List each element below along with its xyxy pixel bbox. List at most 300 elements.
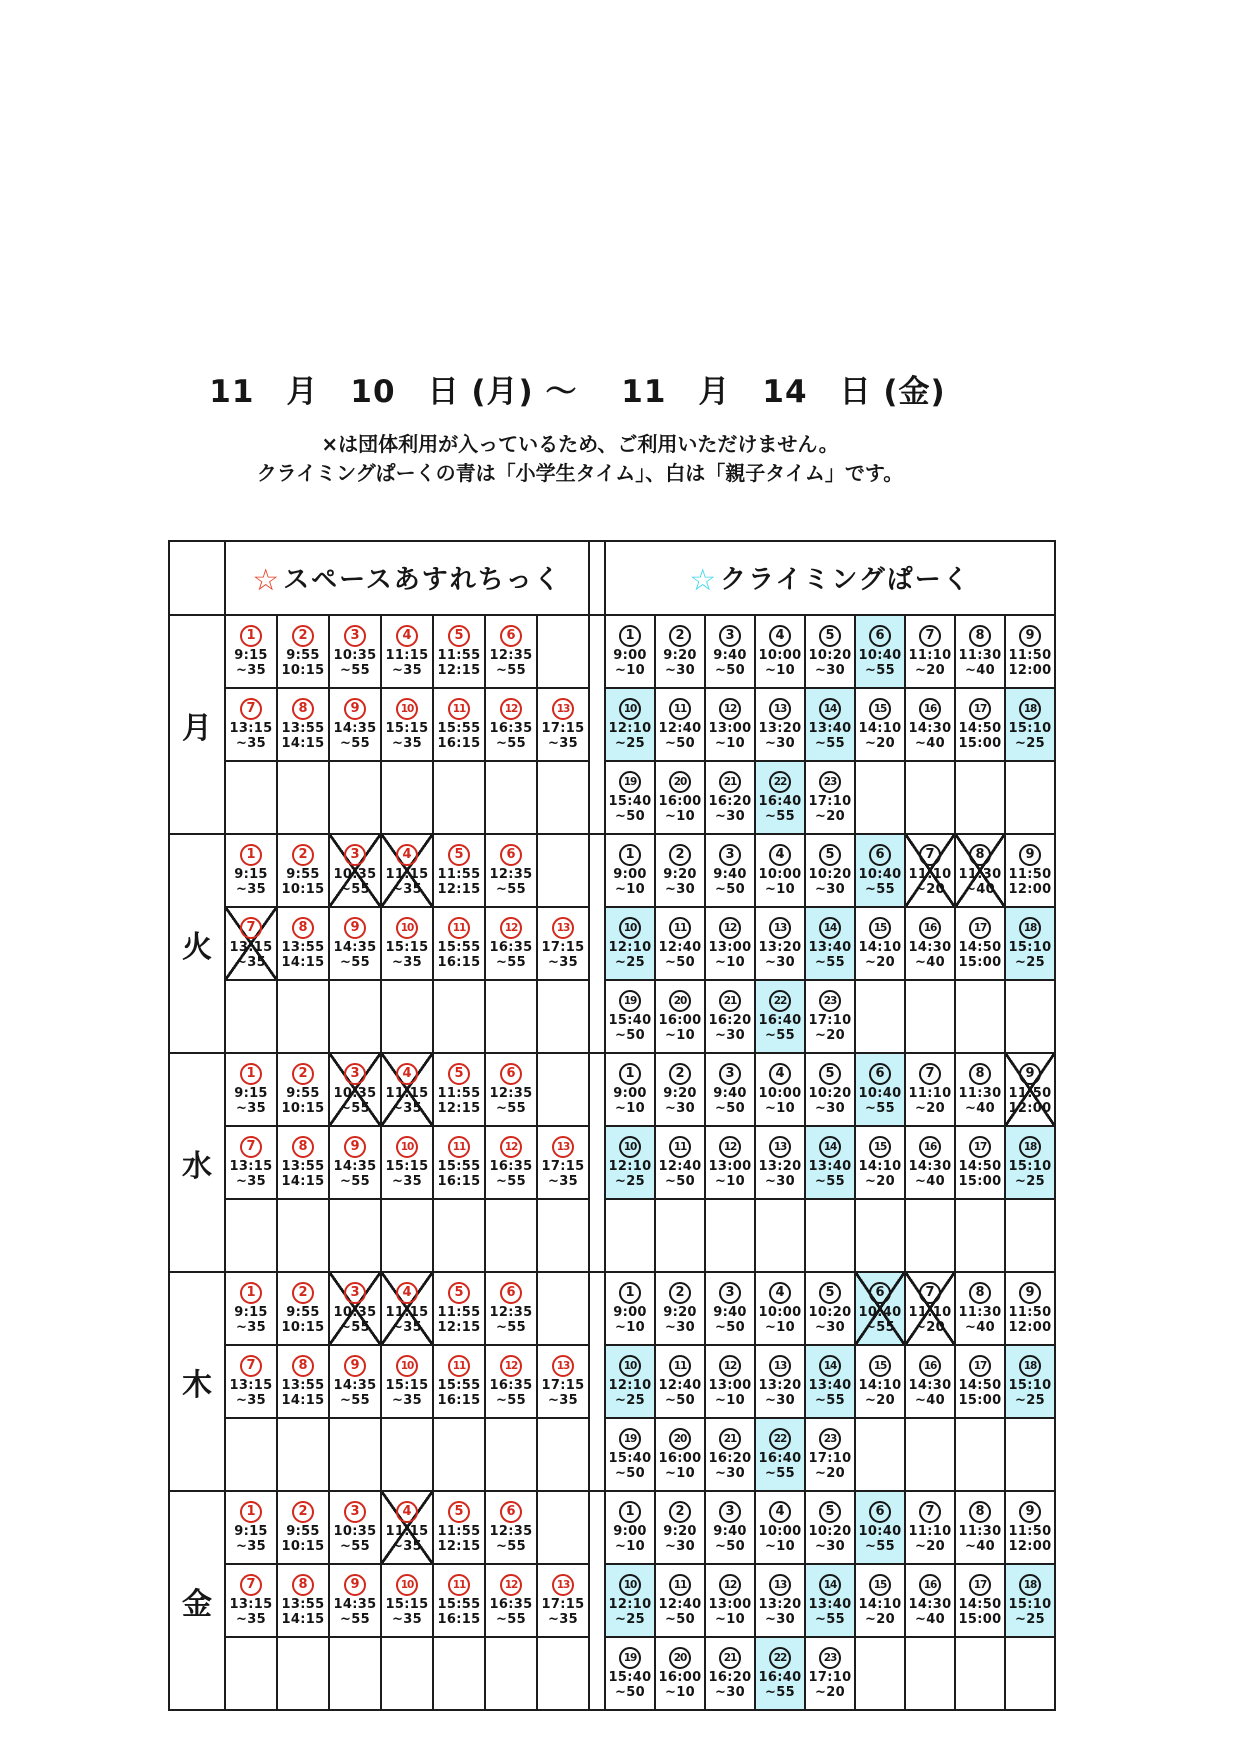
slot-number-badge: 2: [292, 1501, 314, 1523]
slot-time-end: ~50: [615, 1028, 645, 1043]
slot-time-start: 10:40: [858, 867, 902, 883]
time-slot-月-right-15: [855, 688, 905, 761]
slot-number-badge: 4: [769, 844, 791, 866]
slot-time-end: ~55: [496, 1539, 526, 1554]
slot-time-end: ~40: [965, 882, 995, 897]
slot-time-start: 10:40: [858, 648, 902, 664]
slot-time-start: 15:10: [1008, 1597, 1052, 1613]
slot-time-start: 11:30: [958, 648, 1002, 664]
slot-time-start: 9:40: [713, 1524, 747, 1540]
empty-cell: [277, 1199, 329, 1272]
time-slot-木-right-4: [755, 1272, 805, 1345]
slot-time-end: ~50: [665, 1612, 695, 1627]
slot-time-start: 17:15: [541, 721, 585, 737]
slot-number-badge: 9: [344, 917, 366, 939]
time-slot-金-right-21: [705, 1637, 755, 1710]
cyan-star-icon: ☆: [689, 562, 719, 598]
slot-time-end: ~10: [765, 663, 795, 678]
empty-cell: [805, 1199, 855, 1272]
time-slot-水-left-8: [277, 1126, 329, 1199]
day-row-木-2: [169, 1345, 1055, 1418]
slot-time-start: 10:20: [808, 1305, 852, 1321]
slot-time-start: 9:55: [286, 1524, 320, 1540]
time-slot-金-right-2: [655, 1491, 705, 1564]
slot-time-end: ~35: [392, 1320, 422, 1335]
slot-time-start: 10:20: [808, 1086, 852, 1102]
empty-cell: [537, 761, 589, 834]
slot-time-start: 15:40: [608, 794, 652, 810]
slot-time-end: ~40: [915, 1612, 945, 1627]
slot-time-end: ~35: [548, 1393, 578, 1408]
empty-cell: [537, 980, 589, 1053]
slot-number-badge: 3: [344, 1282, 366, 1304]
slot-time-end: ~55: [496, 1101, 526, 1116]
slot-time-end: ~55: [765, 1028, 795, 1043]
slot-time-end: ~30: [665, 663, 695, 678]
slot-number-badge: 7: [919, 1501, 941, 1523]
slot-time-start: 9:00: [613, 867, 647, 883]
slot-time-start: 14:50: [958, 721, 1002, 737]
slot-time-end: ~10: [665, 1466, 695, 1481]
time-slot-水-left-4: [381, 1053, 433, 1126]
slot-time-start: 12:40: [658, 1597, 702, 1613]
slot-number-badge: 13: [769, 917, 791, 939]
slot-number-badge: 20: [669, 1428, 691, 1450]
slot-time-end: 14:15: [281, 1174, 325, 1189]
time-slot-月-left-2: [277, 615, 329, 688]
slot-number-badge: 1: [619, 1063, 641, 1085]
time-slot-火-left-11: [433, 907, 485, 980]
day-row-月-3: [169, 761, 1055, 834]
day-label-水: 水: [169, 1053, 225, 1272]
slot-time-start: 13:00: [708, 1378, 752, 1394]
empty-cell: [1005, 1637, 1055, 1710]
slot-time-end: ~55: [340, 736, 370, 751]
slot-time-start: 15:10: [1008, 1378, 1052, 1394]
slot-time-end: 15:00: [958, 736, 1002, 751]
slot-time-start: 17:15: [541, 1597, 585, 1613]
slot-time-start: 13:55: [281, 1597, 325, 1613]
slot-time-start: 13:55: [281, 721, 325, 737]
slot-time-start: 13:40: [808, 1597, 852, 1613]
slot-number-badge: 2: [669, 1282, 691, 1304]
time-slot-月-left-11: [433, 688, 485, 761]
section-header-asuretic: [225, 541, 589, 615]
slot-number-badge: 3: [344, 1501, 366, 1523]
slot-time-start: 14:35: [333, 940, 377, 956]
section-divider: [589, 1272, 605, 1491]
time-slot-金-right-14: [805, 1564, 855, 1637]
day-row-月-1: [169, 615, 1055, 688]
empty-cell: [225, 1637, 277, 1710]
slot-time-start: 9:40: [713, 648, 747, 664]
slot-time-end: ~35: [392, 1174, 422, 1189]
slot-time-end: 15:00: [958, 955, 1002, 970]
time-slot-金-right-10: [605, 1564, 655, 1637]
slot-time-end: ~20: [815, 1685, 845, 1700]
slot-time-start: 15:55: [437, 1597, 481, 1613]
empty-cell: [905, 1637, 955, 1710]
slot-time-start: 14:10: [858, 721, 902, 737]
slot-number-badge: 18: [1019, 1355, 1041, 1377]
slot-time-start: 14:10: [858, 1159, 902, 1175]
slot-time-start: 17:15: [541, 1378, 585, 1394]
slot-number-badge: 4: [396, 1501, 418, 1523]
day-label-月: 月: [169, 615, 225, 834]
slot-time-end: 10:15: [281, 882, 325, 897]
slot-time-end: ~35: [236, 736, 266, 751]
time-slot-月-right-6: [855, 615, 905, 688]
slot-time-end: ~55: [340, 1320, 370, 1335]
slot-time-start: 11:50: [1008, 648, 1052, 664]
time-slot-火-right-13: [755, 907, 805, 980]
slot-number-badge: 13: [769, 1574, 791, 1596]
slot-time-start: 12:40: [658, 721, 702, 737]
slot-time-end: ~40: [965, 1539, 995, 1554]
time-slot-木-right-7: [905, 1272, 955, 1345]
slot-number-badge: 1: [619, 1501, 641, 1523]
slot-time-start: 9:55: [286, 867, 320, 883]
slot-time-end: ~25: [615, 1612, 645, 1627]
time-slot-水-left-11: [433, 1126, 485, 1199]
slot-time-end: ~25: [615, 736, 645, 751]
slot-time-start: 11:55: [437, 648, 481, 664]
time-slot-金-right-13: [755, 1564, 805, 1637]
time-slot-木-right-9: [1005, 1272, 1055, 1345]
slot-time-start: 9:15: [234, 1086, 268, 1102]
slot-time-start: 16:40: [758, 1670, 802, 1686]
slot-time-end: ~55: [496, 955, 526, 970]
slot-number-badge: 9: [1019, 1063, 1041, 1085]
slot-time-end: 10:15: [281, 1539, 325, 1554]
slot-number-badge: 5: [819, 844, 841, 866]
slot-time-end: ~55: [865, 663, 895, 678]
slot-time-end: ~20: [915, 1320, 945, 1335]
slot-time-start: 16:40: [758, 1013, 802, 1029]
slot-time-start: 9:20: [663, 1305, 697, 1321]
slot-time-start: 10:00: [758, 1086, 802, 1102]
time-slot-木-right-21: [705, 1418, 755, 1491]
slot-time-start: 14:30: [908, 1159, 952, 1175]
time-slot-金-right-16: [905, 1564, 955, 1637]
slot-time-start: 12:10: [608, 940, 652, 956]
slot-time-end: ~30: [765, 1393, 795, 1408]
slot-time-end: ~55: [765, 1685, 795, 1700]
slot-time-start: 13:15: [229, 1378, 273, 1394]
slot-time-start: 9:15: [234, 648, 268, 664]
slot-number-badge: 14: [819, 917, 841, 939]
slot-number-badge: 2: [292, 844, 314, 866]
slot-time-end: 12:15: [437, 1320, 481, 1335]
slot-time-end: ~20: [865, 1174, 895, 1189]
empty-cell: [433, 1199, 485, 1272]
slot-time-start: 16:20: [708, 1670, 752, 1686]
slot-time-start: 16:35: [489, 1159, 533, 1175]
slot-number-badge: 14: [819, 698, 841, 720]
slot-time-start: 12:10: [608, 1159, 652, 1175]
time-slot-火-right-20: [655, 980, 705, 1053]
time-slot-月-right-5: [805, 615, 855, 688]
slot-time-end: ~35: [548, 1612, 578, 1627]
time-slot-月-right-11: [655, 688, 705, 761]
slot-time-end: 16:15: [437, 1393, 481, 1408]
slot-time-end: ~20: [865, 1393, 895, 1408]
slot-time-end: ~25: [1015, 736, 1045, 751]
time-slot-金-left-2: [277, 1491, 329, 1564]
slot-number-badge: 16: [919, 1355, 941, 1377]
section-divider: [589, 615, 605, 834]
slot-time-start: 14:10: [858, 1378, 902, 1394]
slot-time-end: ~55: [865, 1101, 895, 1116]
empty-cell: [381, 761, 433, 834]
slot-time-end: 12:15: [437, 882, 481, 897]
slot-time-end: ~50: [615, 1466, 645, 1481]
slot-time-end: ~55: [815, 1174, 845, 1189]
time-slot-火-right-9: [1005, 834, 1055, 907]
time-slot-水-left-12: [485, 1126, 537, 1199]
note-group-use: ×は団体利用が入っているため、ご利用いただけません。: [321, 432, 839, 456]
slot-number-badge: 13: [552, 1355, 574, 1377]
time-slot-金-right-6: [855, 1491, 905, 1564]
slot-time-start: 13:00: [708, 1597, 752, 1613]
slot-time-end: ~55: [496, 1320, 526, 1335]
slot-number-badge: 12: [719, 1355, 741, 1377]
slot-number-badge: 2: [669, 625, 691, 647]
time-slot-木-left-2: [277, 1272, 329, 1345]
slot-number-badge: 10: [396, 1355, 418, 1377]
slot-time-start: 9:55: [286, 1086, 320, 1102]
empty-cell: [381, 1418, 433, 1491]
slot-time-start: 11:50: [1008, 1305, 1052, 1321]
slot-time-end: ~10: [765, 1539, 795, 1554]
time-slot-金-left-9: [329, 1564, 381, 1637]
slot-time-start: 9:20: [663, 1524, 697, 1540]
time-slot-木-left-10: [381, 1345, 433, 1418]
slot-number-badge: 10: [619, 1136, 641, 1158]
slot-number-badge: 13: [552, 917, 574, 939]
time-slot-水-left-9: [329, 1126, 381, 1199]
slot-time-end: ~55: [865, 1539, 895, 1554]
slot-time-start: 11:10: [908, 1305, 952, 1321]
empty-cell: [855, 1199, 905, 1272]
slot-time-start: 11:55: [437, 1305, 481, 1321]
slot-number-badge: 19: [619, 990, 641, 1012]
slot-time-end: ~55: [340, 882, 370, 897]
empty-cell: [485, 1199, 537, 1272]
slot-time-end: 12:15: [437, 1539, 481, 1554]
empty-cell: [855, 761, 905, 834]
slot-time-start: 9:15: [234, 867, 268, 883]
slot-time-end: ~20: [915, 1539, 945, 1554]
slot-number-badge: 9: [1019, 1501, 1041, 1523]
slot-time-start: 9:00: [613, 1305, 647, 1321]
empty-cell: [537, 1053, 589, 1126]
slot-number-badge: 23: [819, 1647, 841, 1669]
time-slot-金-right-22: [755, 1637, 805, 1710]
time-slot-火-right-18: [1005, 907, 1055, 980]
slot-number-badge: 2: [292, 1282, 314, 1304]
time-slot-木-right-14: [805, 1345, 855, 1418]
slot-number-badge: 19: [619, 771, 641, 793]
slot-time-end: 10:15: [281, 663, 325, 678]
slot-time-end: ~50: [615, 809, 645, 824]
time-slot-木-right-19: [605, 1418, 655, 1491]
slot-time-end: ~20: [815, 1028, 845, 1043]
slot-number-badge: 4: [769, 1501, 791, 1523]
slot-number-badge: 15: [869, 1355, 891, 1377]
time-slot-金-left-10: [381, 1564, 433, 1637]
slot-time-start: 10:20: [808, 1524, 852, 1540]
day-label-木: 木: [169, 1272, 225, 1491]
slot-number-badge: 21: [719, 990, 741, 1012]
time-slot-水-right-5: [805, 1053, 855, 1126]
slot-time-start: 11:15: [385, 1305, 429, 1321]
time-slot-月-left-1: [225, 615, 277, 688]
time-slot-水-right-16: [905, 1126, 955, 1199]
time-slot-月-right-13: [755, 688, 805, 761]
slot-time-start: 11:15: [385, 867, 429, 883]
slot-time-end: ~30: [815, 1320, 845, 1335]
empty-cell: [485, 980, 537, 1053]
day-row-水-2: [169, 1126, 1055, 1199]
slot-time-start: 13:55: [281, 940, 325, 956]
slot-time-start: 10:00: [758, 867, 802, 883]
slot-time-end: ~10: [665, 1028, 695, 1043]
slot-number-badge: 10: [619, 698, 641, 720]
time-slot-月-right-4: [755, 615, 805, 688]
slot-number-badge: 1: [240, 844, 262, 866]
slot-number-badge: 16: [919, 917, 941, 939]
slot-time-start: 10:35: [333, 867, 377, 883]
slot-time-start: 15:40: [608, 1670, 652, 1686]
time-slot-金-right-4: [755, 1491, 805, 1564]
slot-time-start: 11:30: [958, 1305, 1002, 1321]
slot-number-badge: 9: [1019, 1282, 1041, 1304]
empty-cell: [329, 1418, 381, 1491]
slot-number-badge: 5: [448, 844, 470, 866]
time-slot-月-right-3: [705, 615, 755, 688]
slot-time-start: 13:15: [229, 1597, 273, 1613]
empty-cell: [537, 1272, 589, 1345]
empty-cell: [955, 761, 1005, 834]
time-slot-月-left-3: [329, 615, 381, 688]
slot-time-start: 10:35: [333, 1086, 377, 1102]
slot-time-start: 16:20: [708, 1013, 752, 1029]
slot-time-end: ~25: [615, 1393, 645, 1408]
slot-number-badge: 9: [344, 698, 366, 720]
slot-time-start: 10:20: [808, 648, 852, 664]
slot-number-badge: 13: [769, 1136, 791, 1158]
slot-number-badge: 4: [396, 1063, 418, 1085]
time-slot-木-right-18: [1005, 1345, 1055, 1418]
slot-time-start: 10:20: [808, 867, 852, 883]
time-slot-月-right-22: [755, 761, 805, 834]
time-slot-水-right-12: [705, 1126, 755, 1199]
time-slot-火-right-10: [605, 907, 655, 980]
slot-time-start: 14:50: [958, 940, 1002, 956]
time-slot-水-right-17: [955, 1126, 1005, 1199]
slot-number-badge: 11: [448, 1574, 470, 1596]
slot-time-start: 17:10: [808, 1670, 852, 1686]
slot-number-badge: 1: [240, 1063, 262, 1085]
slot-number-badge: 7: [240, 1136, 262, 1158]
slot-time-end: ~30: [715, 1466, 745, 1481]
slot-time-end: 10:15: [281, 1101, 325, 1116]
slot-time-end: ~55: [340, 1393, 370, 1408]
slot-time-end: 12:15: [437, 663, 481, 678]
slot-number-badge: 17: [969, 1136, 991, 1158]
time-slot-火-right-8: [955, 834, 1005, 907]
time-slot-火-left-7: [225, 907, 277, 980]
slot-number-badge: 4: [396, 625, 418, 647]
time-slot-金-left-6: [485, 1491, 537, 1564]
slot-time-start: 12:10: [608, 1378, 652, 1394]
slot-number-badge: 7: [240, 917, 262, 939]
slot-number-badge: 16: [919, 1574, 941, 1596]
time-slot-月-right-21: [705, 761, 755, 834]
time-slot-水-left-1: [225, 1053, 277, 1126]
slot-time-end: ~35: [392, 736, 422, 751]
slot-time-end: ~30: [815, 663, 845, 678]
time-slot-火-right-14: [805, 907, 855, 980]
slot-number-badge: 11: [448, 698, 470, 720]
slot-time-start: 13:20: [758, 1159, 802, 1175]
slot-number-badge: 18: [1019, 698, 1041, 720]
slot-number-badge: 9: [344, 1136, 366, 1158]
slot-time-end: ~35: [392, 882, 422, 897]
slot-time-start: 9:55: [286, 1305, 320, 1321]
time-slot-木-right-11: [655, 1345, 705, 1418]
time-slot-金-right-12: [705, 1564, 755, 1637]
slot-time-start: 15:55: [437, 1378, 481, 1394]
slot-number-badge: 10: [619, 1355, 641, 1377]
day-row-火-1: [169, 834, 1055, 907]
day-row-金-3: [169, 1637, 1055, 1710]
slot-number-badge: 16: [919, 1136, 941, 1158]
slot-number-badge: 22: [769, 1647, 791, 1669]
time-slot-火-left-4: [381, 834, 433, 907]
slot-time-end: ~20: [865, 736, 895, 751]
slot-time-end: ~35: [392, 663, 422, 678]
time-slot-金-right-19: [605, 1637, 655, 1710]
slot-number-badge: 9: [344, 1574, 366, 1596]
slot-time-start: 11:10: [908, 648, 952, 664]
empty-cell: [433, 761, 485, 834]
slot-time-end: ~35: [236, 1539, 266, 1554]
slot-time-end: ~55: [496, 1612, 526, 1627]
empty-cell: [855, 1418, 905, 1491]
slot-time-start: 12:10: [608, 1597, 652, 1613]
slot-time-start: 9:00: [613, 1524, 647, 1540]
slot-number-badge: 2: [669, 1501, 691, 1523]
slot-number-badge: 6: [869, 1282, 891, 1304]
time-slot-月-right-12: [705, 688, 755, 761]
time-slot-木-right-1: [605, 1272, 655, 1345]
slot-time-end: ~10: [665, 1685, 695, 1700]
slot-time-end: ~10: [615, 1320, 645, 1335]
time-slot-木-left-8: [277, 1345, 329, 1418]
slot-time-end: ~55: [815, 1393, 845, 1408]
slot-time-end: ~40: [915, 955, 945, 970]
slot-number-badge: 4: [396, 1282, 418, 1304]
slot-time-end: 15:00: [958, 1393, 1002, 1408]
time-slot-水-left-3: [329, 1053, 381, 1126]
time-slot-水-right-4: [755, 1053, 805, 1126]
slot-time-end: 12:00: [1008, 1320, 1052, 1335]
slot-time-end: ~55: [496, 1174, 526, 1189]
slot-number-badge: 5: [448, 1063, 470, 1085]
slot-number-badge: 14: [819, 1574, 841, 1596]
